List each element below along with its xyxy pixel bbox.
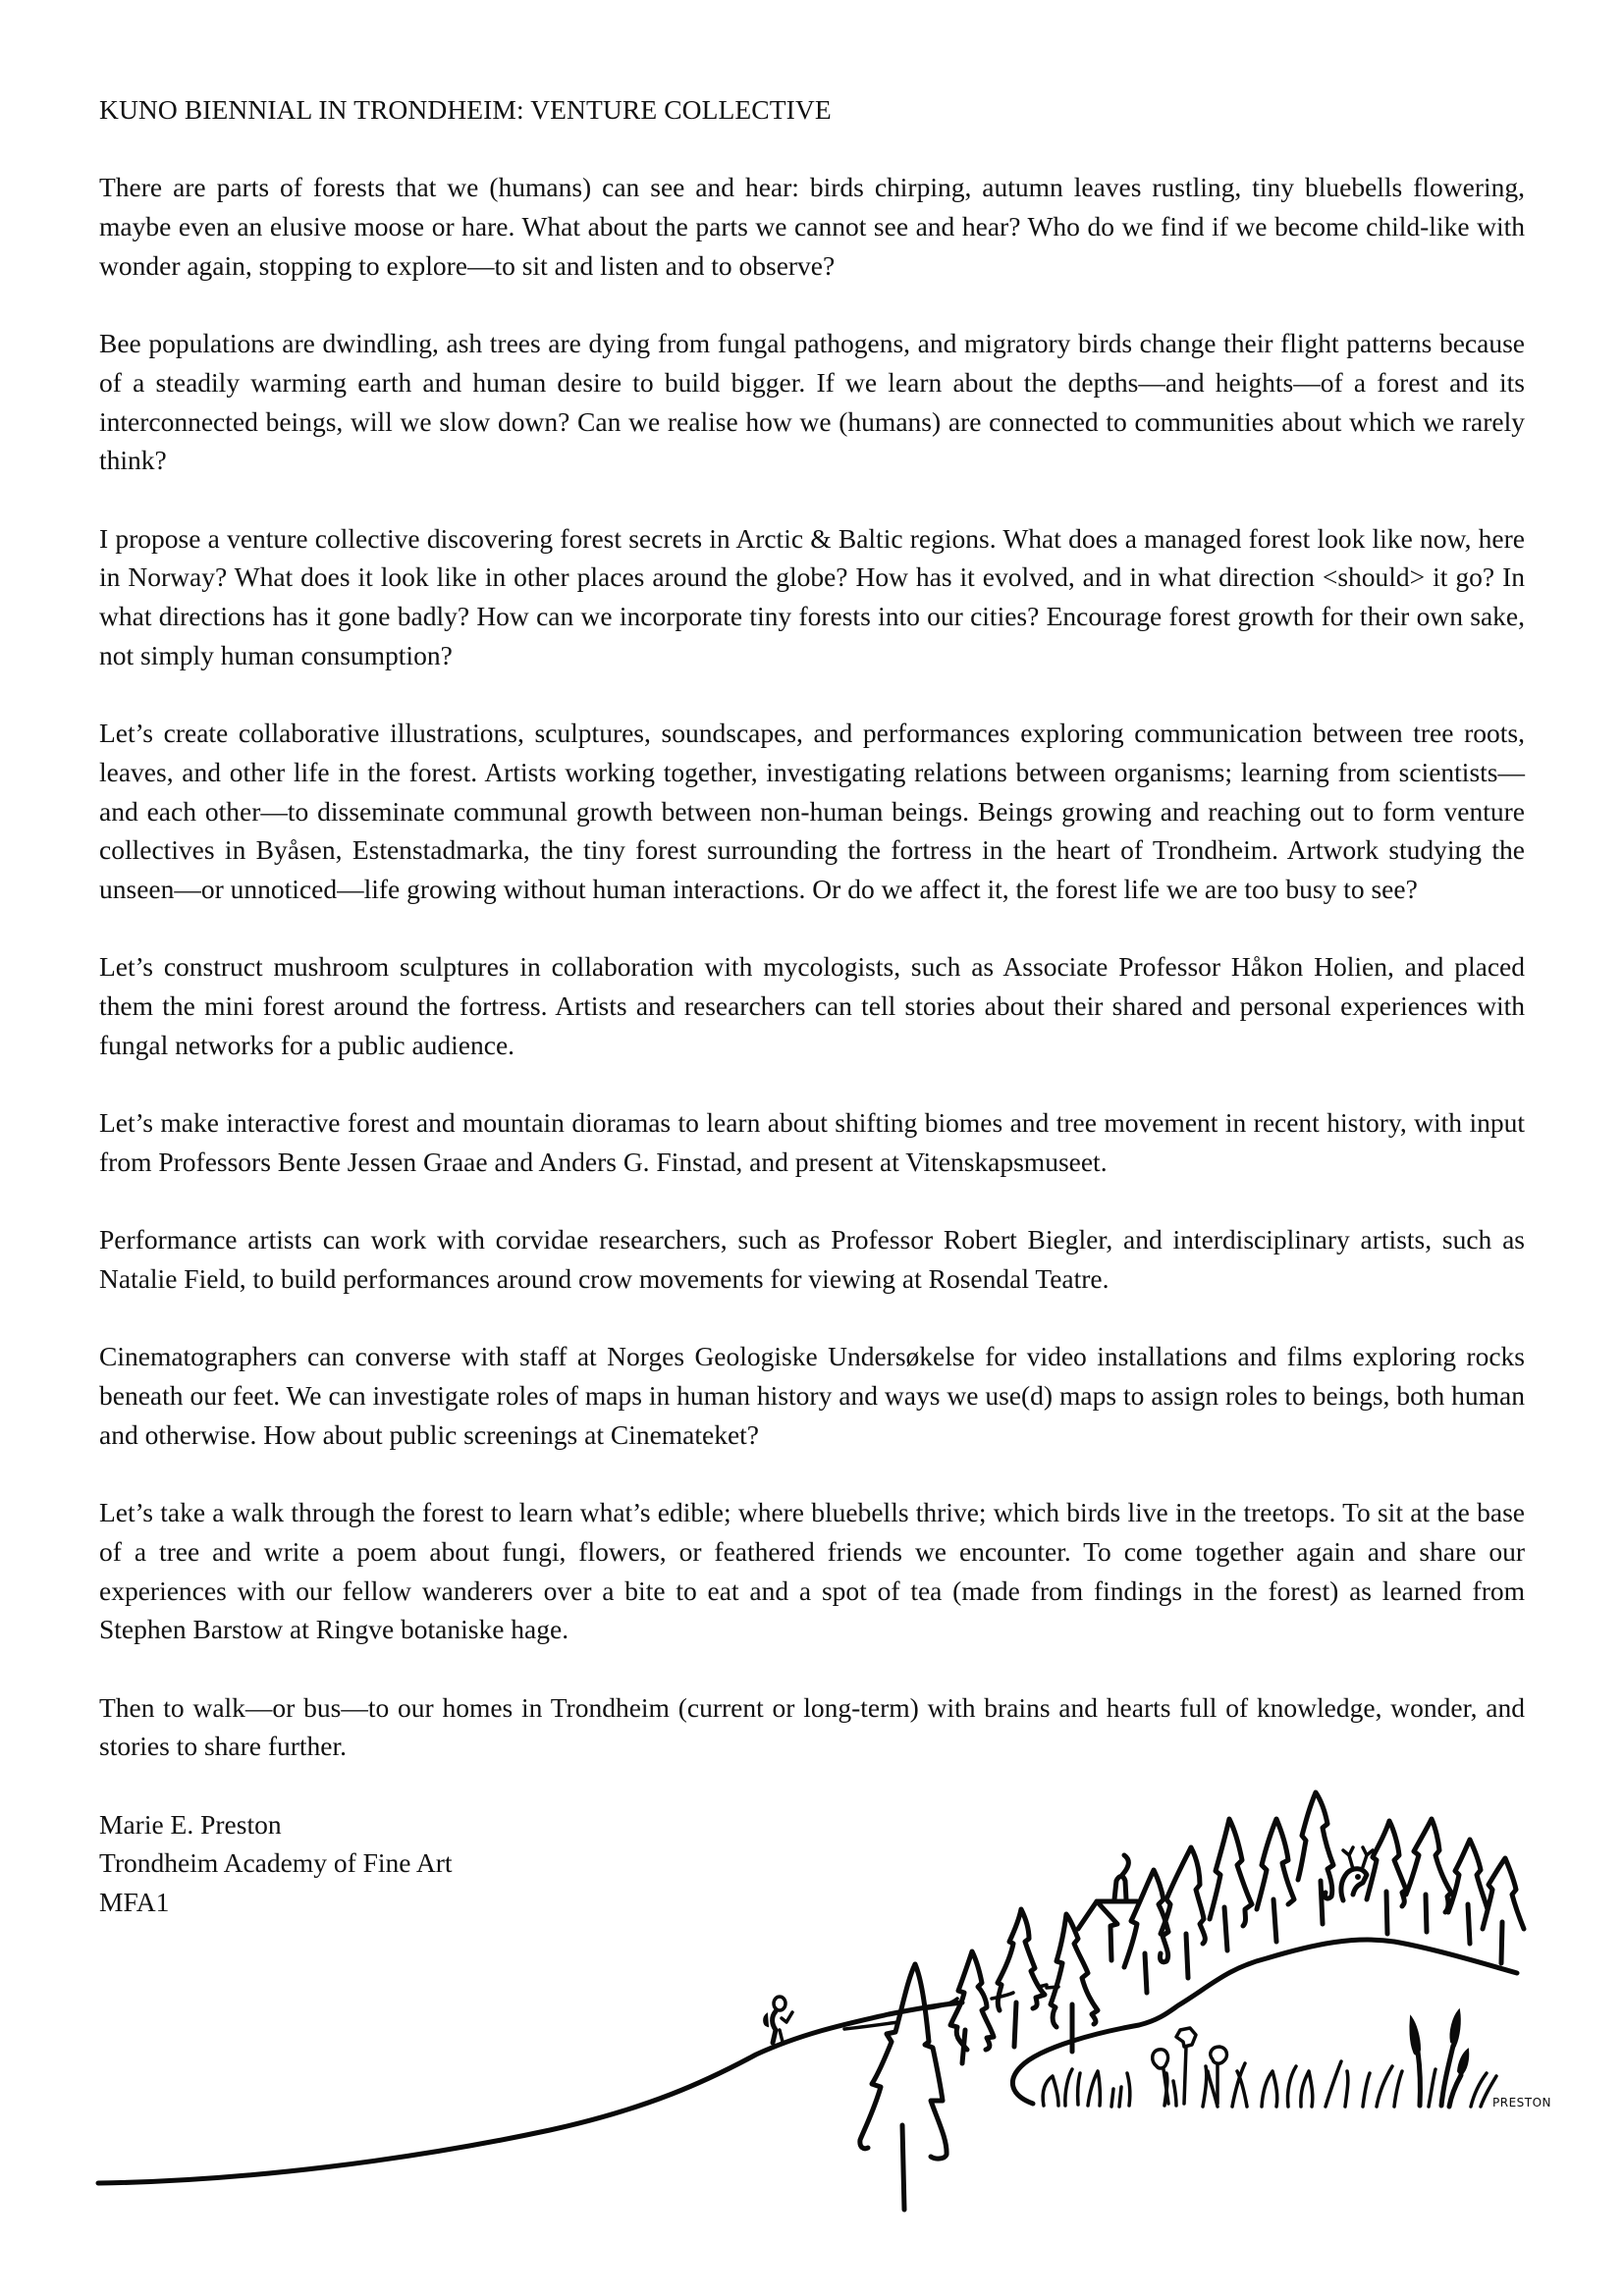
meadow-mound: [1012, 1940, 1517, 2104]
author-name: Marie E. Preston: [99, 1808, 282, 1840]
walking-figure-icon: [764, 1997, 792, 2043]
cattails-icon: [1410, 2010, 1496, 2107]
paragraph-mushrooms: Let’s construct mushroom sculptures in collaboration with mycologists, such as Associate Professor Håkon Holien, and placed them the mini forest around the fortress. Artists and researchers can tell stories about their shared and personal experiences with fungal networks for a public audience.: [99, 951, 1525, 1060]
paragraph-intro: There are parts of forests that we (humans) can see and hear: birds chirping, autumn leaves rustling, tiny bluebells flowering, maybe even an elusive moose or hare. What about the parts we cannot see and hear? Who do we find if we become child-like with wonder again, stopping to explore—to sit and listen and to observe?: [99, 172, 1525, 281]
document-page: [99, 90, 1525, 1922]
paragraph-dioramas: Let’s make interactive forest and mountain dioramas to learn about shifting biomes and tree movement in recent history, with input from Professors Bente Jessen Graae and Anders G. Finstad, and present at Vitenskapsmuseet.: [99, 1107, 1525, 1177]
paragraph-cinema: Cinematographers can converse with staff at Norges Geologiske Undersøkelse for video installations and films exploring rocks beneath our feet. We can investigate roles of maps in human history and ways we use(d) maps to assign roles to beings, both human and otherwise. How about public screenings at Cinemateket?: [99, 1341, 1525, 1450]
paragraph-proposal: I propose a venture collective discovering forest secrets in Arctic & Baltic regions. What does a managed forest look like now, here in Norway? What does it look like in other places around the globe? How has it evolved, and in what direction <should> it go? In what directions has it gone badly? How can we incorporate tiny forests into our cities? Encourage forest growth for their own sake, not simply human consumption?: [99, 522, 1525, 670]
paragraph-collaboration: Let’s create collaborative illustrations, sculptures, soundscapes, and performances exploring communication between tree roots, leaves, and other life in the forest. Artists working together, investigating relations between organisms; learning from scientists—and each other—to disseminate communal growth between non-human beings. Beings growing and reaching out to form venture collectives in Byåsen, Estenstadmarka, the tiny forest surrounding the fortress in the heart of Trondheim. Artwork studying the unseen—or unnoticed—life growing without human interactions. Or do we affect it, the forest life we are too busy to see?: [99, 718, 1525, 904]
paragraph-walk: Let’s take a walk through the forest to learn what’s edible; where bluebells thrive; which birds live in the treetops. To sit at the base of a tree and write a poem about fungi, flowers, or feathered friends we encounter. To come together again and share our experiences with our fellow wanderers over a bite to eat and a spot of tea (made from findings in the forest) as learned from Stephen Barstow at Ringve botaniske hage.: [99, 1497, 1525, 1645]
spruce-tree-icon: [1051, 1914, 1098, 2052]
spruce-tree-icon: [950, 1951, 994, 2063]
paragraph-performance: Performance artists can work with corvidae researchers, such as Professor Robert Biegler, and interdisciplinary artists, such as Natalie Field, to build performances around crow movements for viewing at Rosendal Teatre.: [99, 1224, 1525, 1294]
paragraph-ecology: Bee populations are dwindling, ash trees are dying from fungal pathogens, and migratory birds change their flight patterns because of a steadily warming earth and human desire to build bigger. If we learn about the depths—and heights—of a forest and its interconnected beings, will we slow down? Can we realise how we (humans) are connected to communities about which we rarely think?: [99, 328, 1525, 476]
flowers-icon: [1153, 2028, 1227, 2104]
author-program: MFA1: [99, 1887, 170, 1918]
hill-line-back: [844, 1985, 1047, 2029]
document-title: KUNO BIENNIAL IN TRONDHEIM: VENTURE COLLECTIVE: [99, 94, 832, 125]
author-institution: Trondheim Academy of Fine Art: [99, 1847, 453, 1879]
signature-block: [99, 1805, 1525, 1922]
spruce-tree-icon: [998, 1909, 1058, 2047]
paragraph-closing: Then to walk—or bus—to our homes in Trondheim (current or long-term) with brains and hearts full of knowledge, wonder, and stories to share further.: [99, 1691, 1525, 1762]
spruce-tree-large-icon: [860, 1964, 947, 2210]
grass-icon: [1043, 2061, 1402, 2107]
hill-line: [98, 2002, 962, 2183]
artist-signature-tag: PRESTON: [1492, 2096, 1552, 2109]
